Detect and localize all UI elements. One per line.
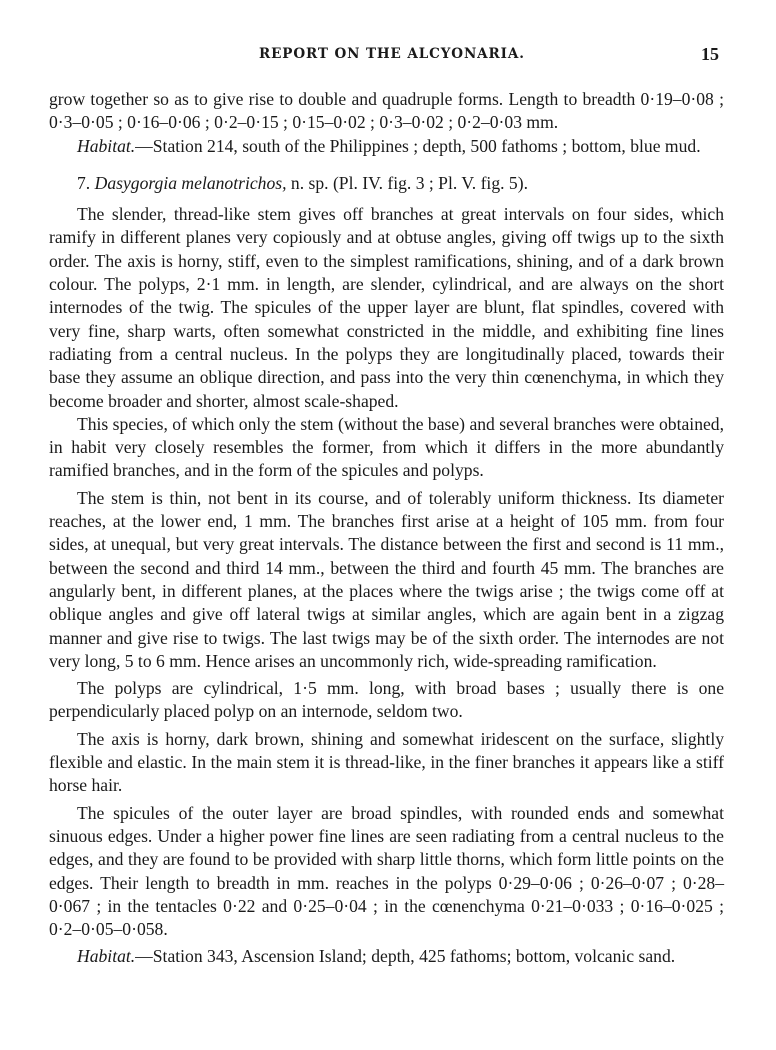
species-number: 7. bbox=[77, 172, 91, 193]
running-head: REPORT ON THE ALCYONARIA. bbox=[259, 46, 525, 62]
description-paragraph: The slender, thread-like stem gives off branches at great intervals on four sides, which ramify in different planes very copiously and at obtuse angles, giving off twigs up to the sixth order. The axis is horny, stiff, even to the simplest ramifications, shining, and of a dark brown colour. The polyps, 2·1 mm. in length, are slender, cylindrical, and are always on the short internodes of the twig. The spicules of the upper layer are blunt, flat spindles, covered with very fine, sharp warts, often somewhat constricted in the middle, and exhibiting fine lines radiating from a central nucleus. In the polyps they are longitudinally placed, towards their base they assume an oblique direction, and pass into the very thin cœnenchyma, in which they become broader and shorter, almost scale-shaped. bbox=[49, 204, 724, 411]
habitat-label: Habitat. bbox=[77, 946, 136, 967]
description-paragraph: The spicules of the outer layer are broad spindles, with rounded ends and somewhat sinuous edges. Under a higher power fine lines are seen radiating from a central nucleus to the edges, and they are found to be provided with sharp little thorns, which form little points on the edges. Their length to breadth in mm. reaches in the polyps 0·29–0·06 ; 0·26–0·07 ; 0·28–0·067 ; in the tentacles 0·22 and 0·25–0·04 ; in the cœnenchyma 0·21–0·033 ; 0·16–0·025 ; 0·2–0·05–0·058. bbox=[49, 802, 724, 940]
species-reference: n. sp. (Pl. IV. fig. 3 ; Pl. V. fig. 5). bbox=[290, 172, 528, 193]
page-header bbox=[0, 44, 776, 68]
continuation-paragraph: grow together so as to give rise to double and quadruple forms. Length to breadth 0·19–0·08 ; 0·3–0·05 ; 0·16–0·06 ; 0·2–0·15 ; 0·15–0·02 ; 0·3–0·02 ; 0·2–0·03 mm. bbox=[49, 89, 724, 133]
species-heading bbox=[49, 172, 724, 195]
page-number: 15 bbox=[701, 44, 719, 64]
description-paragraph: This species, of which only the stem (without the base) and several branches were obtained, in habit very closely resembles the former, from which it differs in the more abundantly ramified branches, and in the form of the spicules and polyps. bbox=[49, 413, 724, 481]
habitat-label: Habitat. bbox=[77, 135, 136, 156]
species-name: Dasygorgia melanotrichos, bbox=[94, 172, 287, 193]
description-paragraph: The stem is thin, not bent in its course, and of tolerably uniform thickness. Its diameter reaches, at the lower end, 1 mm. The branches first arise at a height of 105 mm. from four sides, at unequal, but very great intervals. The distance between the first and second is 11 mm., between the second and third 14 mm., between the third and fourth 45 mm. The branches are angularly bent, in different planes, at the places where the twigs arise ; the twigs come off at oblique angles and give off lateral twigs at similar angles, which are again bent in a zigzag manner and give rise to twigs. The last twigs may be of the sixth order. The internodes are not very long, 5 to 6 mm. Hence arises an uncommonly rich, wide-spreading ramification. bbox=[49, 487, 724, 671]
body-text bbox=[49, 88, 724, 969]
habitat-text: —Station 214, south of the Philippines ; depth, 500 fathoms ; bottom, blue mud. bbox=[135, 135, 701, 156]
habitat-text: —Station 343, Ascension Island; depth, 425 fathoms; bottom, volcanic sand. bbox=[135, 946, 676, 967]
habitat-paragraph bbox=[49, 945, 724, 968]
habitat-paragraph bbox=[49, 135, 724, 158]
description-paragraph: The axis is horny, dark brown, shining and somewhat iridescent on the surface, slightly flexible and elastic. In the main stem it is thread-like, in the finer branches it appears like a stiff horse hair. bbox=[49, 728, 724, 796]
description-paragraph: The polyps are cylindrical, 1·5 mm. long, with broad bases ; usually there is one perpendicularly placed polyp on an internode, seldom two. bbox=[49, 678, 724, 722]
